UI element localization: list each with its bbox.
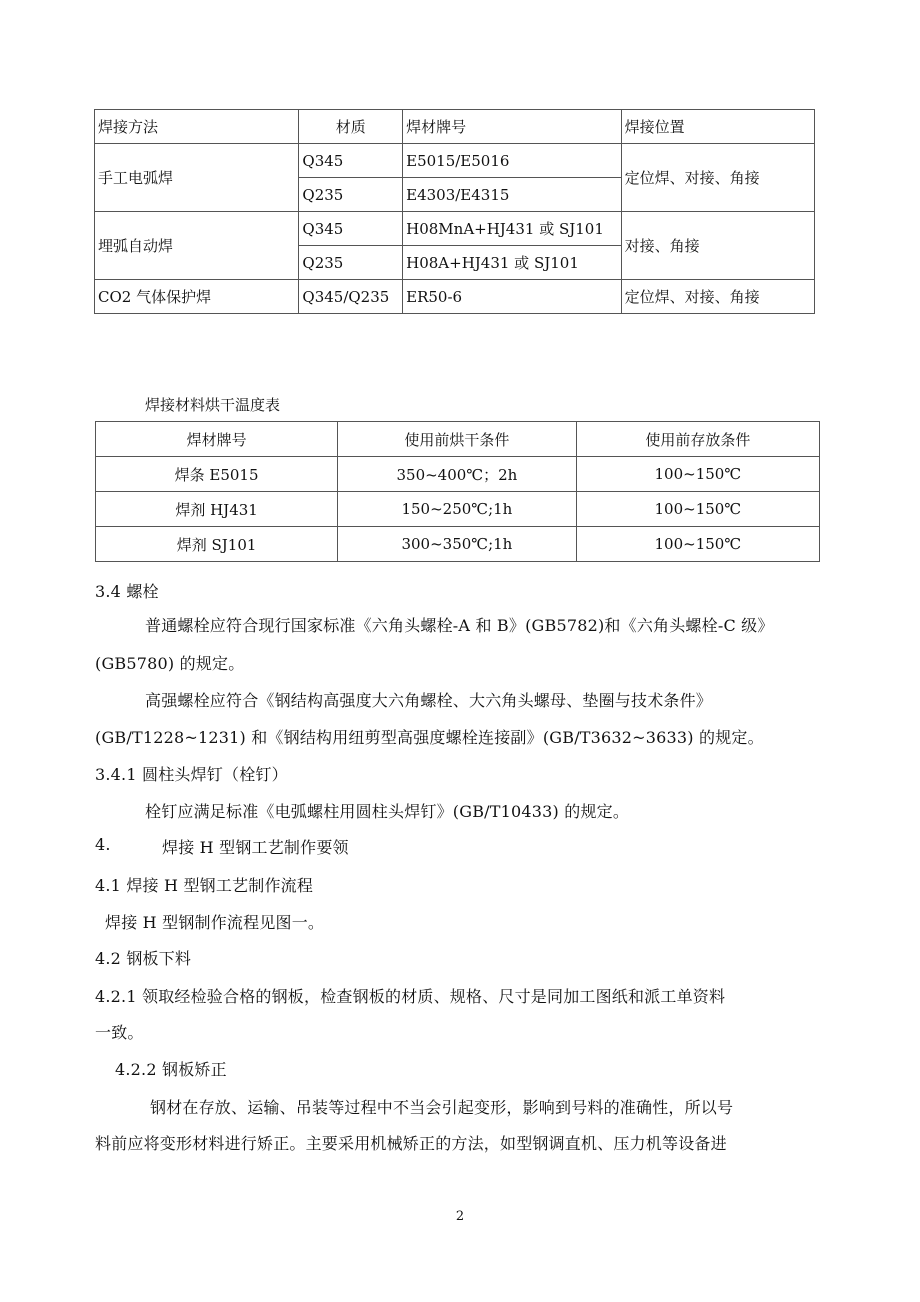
position-cell: 定位焊、对接、角接 bbox=[621, 280, 814, 314]
material-cell: Q235 bbox=[299, 178, 403, 212]
table-cell: 100~150℃ bbox=[576, 457, 819, 492]
consumable-cell: E4303/E4315 bbox=[403, 178, 622, 212]
paragraph-line: 一致。 bbox=[95, 1023, 144, 1042]
header-cell: 使用前烘干条件 bbox=[338, 422, 576, 457]
table-row bbox=[96, 527, 820, 562]
paragraph-line: 高强螺栓应符合《钢结构高强度大六角螺栓、大六角头螺母、垫圈与技术条件》 bbox=[145, 691, 713, 710]
consumable-cell: H08A+HJ431 或 SJ101 bbox=[403, 246, 622, 280]
section-number: 4. bbox=[95, 835, 111, 854]
table-cell: 300~350℃;1h bbox=[338, 527, 576, 562]
table-row bbox=[96, 492, 820, 527]
table-cell: 100~150℃ bbox=[576, 527, 819, 562]
section-heading: 4.1 焊接 H 型钢工艺制作流程 bbox=[95, 876, 314, 895]
drying-temperature-table bbox=[95, 421, 820, 562]
paragraph-line: 栓钉应满足标准《电弧螺柱用圆柱头焊钉》(GB/T10433) 的规定。 bbox=[145, 802, 630, 821]
section-heading: 4.2.2 钢板矫正 bbox=[115, 1060, 227, 1079]
page-number: 2 bbox=[455, 1209, 465, 1224]
header-cell: 材质 bbox=[299, 110, 403, 144]
paragraph-line: 焊接 H 型钢制作流程见图一。 bbox=[105, 913, 325, 932]
table-cell: 150~250℃;1h bbox=[338, 492, 576, 527]
header-cell: 使用前存放条件 bbox=[576, 422, 819, 457]
material-cell: Q235 bbox=[299, 246, 403, 280]
material-cell: Q345 bbox=[299, 144, 403, 178]
consumable-cell: H08MnA+HJ431 或 SJ101 bbox=[403, 212, 622, 246]
header-cell: 焊接方法 bbox=[95, 110, 299, 144]
paragraph-line: 钢材在存放、运输、吊装等过程中不当会引起变形，影响到号料的准确性，所以号 bbox=[150, 1098, 734, 1117]
paragraph-line: 料前应将变形材料进行矫正。主要采用机械矫正的方法，如型钢调直机、压力机等设备进 bbox=[95, 1134, 727, 1153]
section-heading: 焊接 H 型钢工艺制作要领 bbox=[162, 838, 349, 857]
method-cell: 埋弧自动焊 bbox=[95, 212, 299, 280]
header-cell: 焊材牌号 bbox=[96, 422, 338, 457]
table-row bbox=[95, 212, 815, 246]
table-caption: 焊接材料烘干温度表 bbox=[145, 396, 281, 414]
section-heading: 4.2 钢板下料 bbox=[95, 949, 192, 968]
table-cell: 焊条 E5015 bbox=[96, 457, 338, 492]
table-cell: 350~400℃；2h bbox=[338, 457, 576, 492]
method-cell: 手工电弧焊 bbox=[95, 144, 299, 212]
header-cell: 焊接位置 bbox=[621, 110, 814, 144]
welding-method-table bbox=[94, 109, 815, 314]
paragraph-line: 4.2.1 领取经检验合格的钢板，检查钢板的材质、规格、尺寸是同加工图纸和派工单资料 bbox=[95, 987, 726, 1006]
table-row bbox=[96, 457, 820, 492]
position-cell: 定位焊、对接、角接 bbox=[621, 144, 814, 212]
material-cell: Q345 bbox=[299, 212, 403, 246]
consumable-cell: E5015/E5016 bbox=[403, 144, 622, 178]
table-cell: 焊剂 HJ431 bbox=[96, 492, 338, 527]
paragraph-line: (GB/T1228~1231) 和《钢结构用纽剪型高强度螺栓连接副》(GB/T3632~3633) 的规定。 bbox=[95, 728, 764, 747]
method-cell: CO2 气体保护焊 bbox=[95, 280, 299, 314]
position-cell: 对接、角接 bbox=[621, 212, 814, 280]
paragraph-line: 普通螺栓应符合现行国家标准《六角头螺栓-A 和 B》(GB5782)和《六角头螺栓-C 级》 bbox=[145, 616, 774, 635]
table-cell: 焊剂 SJ101 bbox=[96, 527, 338, 562]
paragraph-line: (GB5780) 的规定。 bbox=[95, 654, 245, 673]
material-cell: Q345/Q235 bbox=[299, 280, 403, 314]
consumable-cell: ER50-6 bbox=[403, 280, 622, 314]
table-header-row bbox=[96, 422, 820, 457]
section-heading: 3.4 螺栓 bbox=[95, 582, 159, 601]
table-row bbox=[95, 280, 815, 314]
table-cell: 100~150℃ bbox=[576, 492, 819, 527]
table-header-row bbox=[95, 110, 815, 144]
table-row bbox=[95, 144, 815, 178]
header-cell: 焊材牌号 bbox=[403, 110, 622, 144]
section-heading: 3.4.1 圆柱头焊钉（栓钉） bbox=[95, 765, 288, 784]
